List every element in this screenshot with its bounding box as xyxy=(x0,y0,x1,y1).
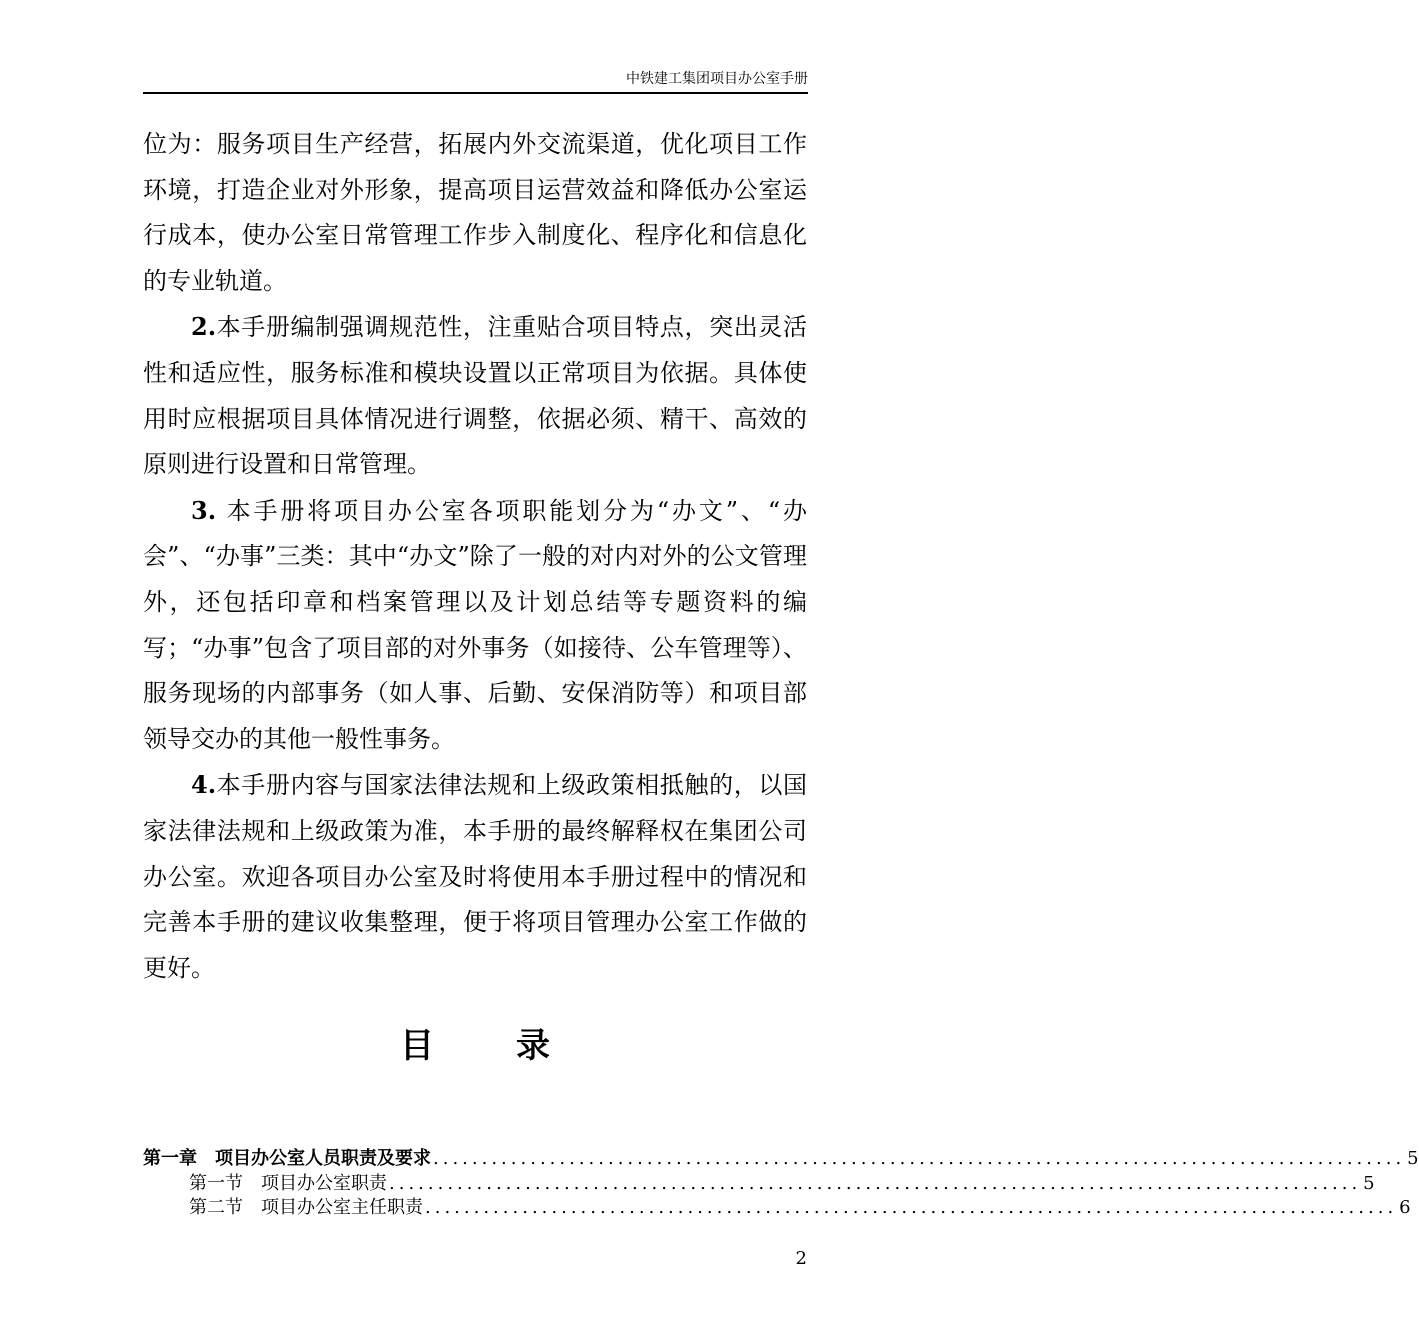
paragraph-text: 本手册将项目办公室各项职能划分为“办文”、“办会”、“办事”三类：其中“办文”除了一般的对内对外的公文管理外，还包括印章和档案管理以及计划总结等专题资料的编写；“办事”包含了项目部的对外事务（如接待、公车管理等）、服务现场的内部事务（如人事、后勤、安保消防等）和项目部领导交办的其他一般性事务。 xyxy=(143,496,807,753)
toc-leader-dots: .................................................................................................... xyxy=(425,1197,1398,1218)
paragraph-number: 2. xyxy=(191,312,217,342)
toc-entry-page: 5 xyxy=(1407,1148,1419,1169)
paragraph-intro-continued xyxy=(143,122,807,304)
toc-title xyxy=(0,1024,950,1068)
paragraph-number: 3. xyxy=(191,495,217,525)
toc-entry-page: 6 xyxy=(1399,1197,1411,1218)
page-number: 2 xyxy=(795,1248,807,1269)
toc-entry-label: 第二节 项目办公室主任职责 xyxy=(189,1197,423,1218)
table-of-contents xyxy=(143,1146,1419,1220)
paragraph-text: 位为：服务项目生产经营，拓展内外交流渠道，优化项目工作环境，打造企业对外形象，提高项目运营效益和降低办公室运行成本，使办公室日常管理工作步入制度化、程序化和信息化的专业轨道。 xyxy=(143,130,807,295)
toc-entry-section-2[interactable] xyxy=(143,1196,1411,1220)
page-header xyxy=(143,70,808,94)
toc-title-left: 目 xyxy=(400,1026,434,1066)
paragraph-text: 本手册编制强调规范性，注重贴合项目特点，突出灵活性和适应性，服务标准和模块设置以正常项目为依据。具体使用时应根据项目具体情况进行调整，依据必须、精干、高效的原则进行设置和日常管理。 xyxy=(143,313,807,479)
paragraph-item-3 xyxy=(143,488,807,763)
toc-entry-page: 5 xyxy=(1363,1173,1375,1194)
toc-entry-chapter-1[interactable] xyxy=(143,1146,1419,1172)
paragraph-text: 本手册内容与国家法律法规和上级政策相抵触的，以国家法律法规和上级政策为准，本手册的最终解释权在集团公司办公室。欢迎各项目办公室及时将使用本手册过程中的情况和完善本手册的建议收集整理，便于将项目管理办公室工作做的更好。 xyxy=(143,771,807,982)
body-text xyxy=(143,122,807,991)
paragraph-item-2 xyxy=(143,304,807,487)
toc-leader-dots: .................................................................................................... xyxy=(433,1148,1406,1169)
paragraph-number: 4. xyxy=(191,770,217,800)
toc-leader-dots: .................................................................................................... xyxy=(389,1173,1362,1194)
header-title: 中铁建工集团项目办公室手册 xyxy=(626,71,808,87)
toc-title-right: 录 xyxy=(516,1026,550,1066)
toc-entry-label: 第一章 项目办公室人员职责及要求 xyxy=(143,1148,431,1169)
paragraph-item-4 xyxy=(143,762,807,991)
toc-entry-label: 第一节 项目办公室职责 xyxy=(189,1173,387,1194)
toc-entry-section-1[interactable] xyxy=(143,1172,1375,1196)
